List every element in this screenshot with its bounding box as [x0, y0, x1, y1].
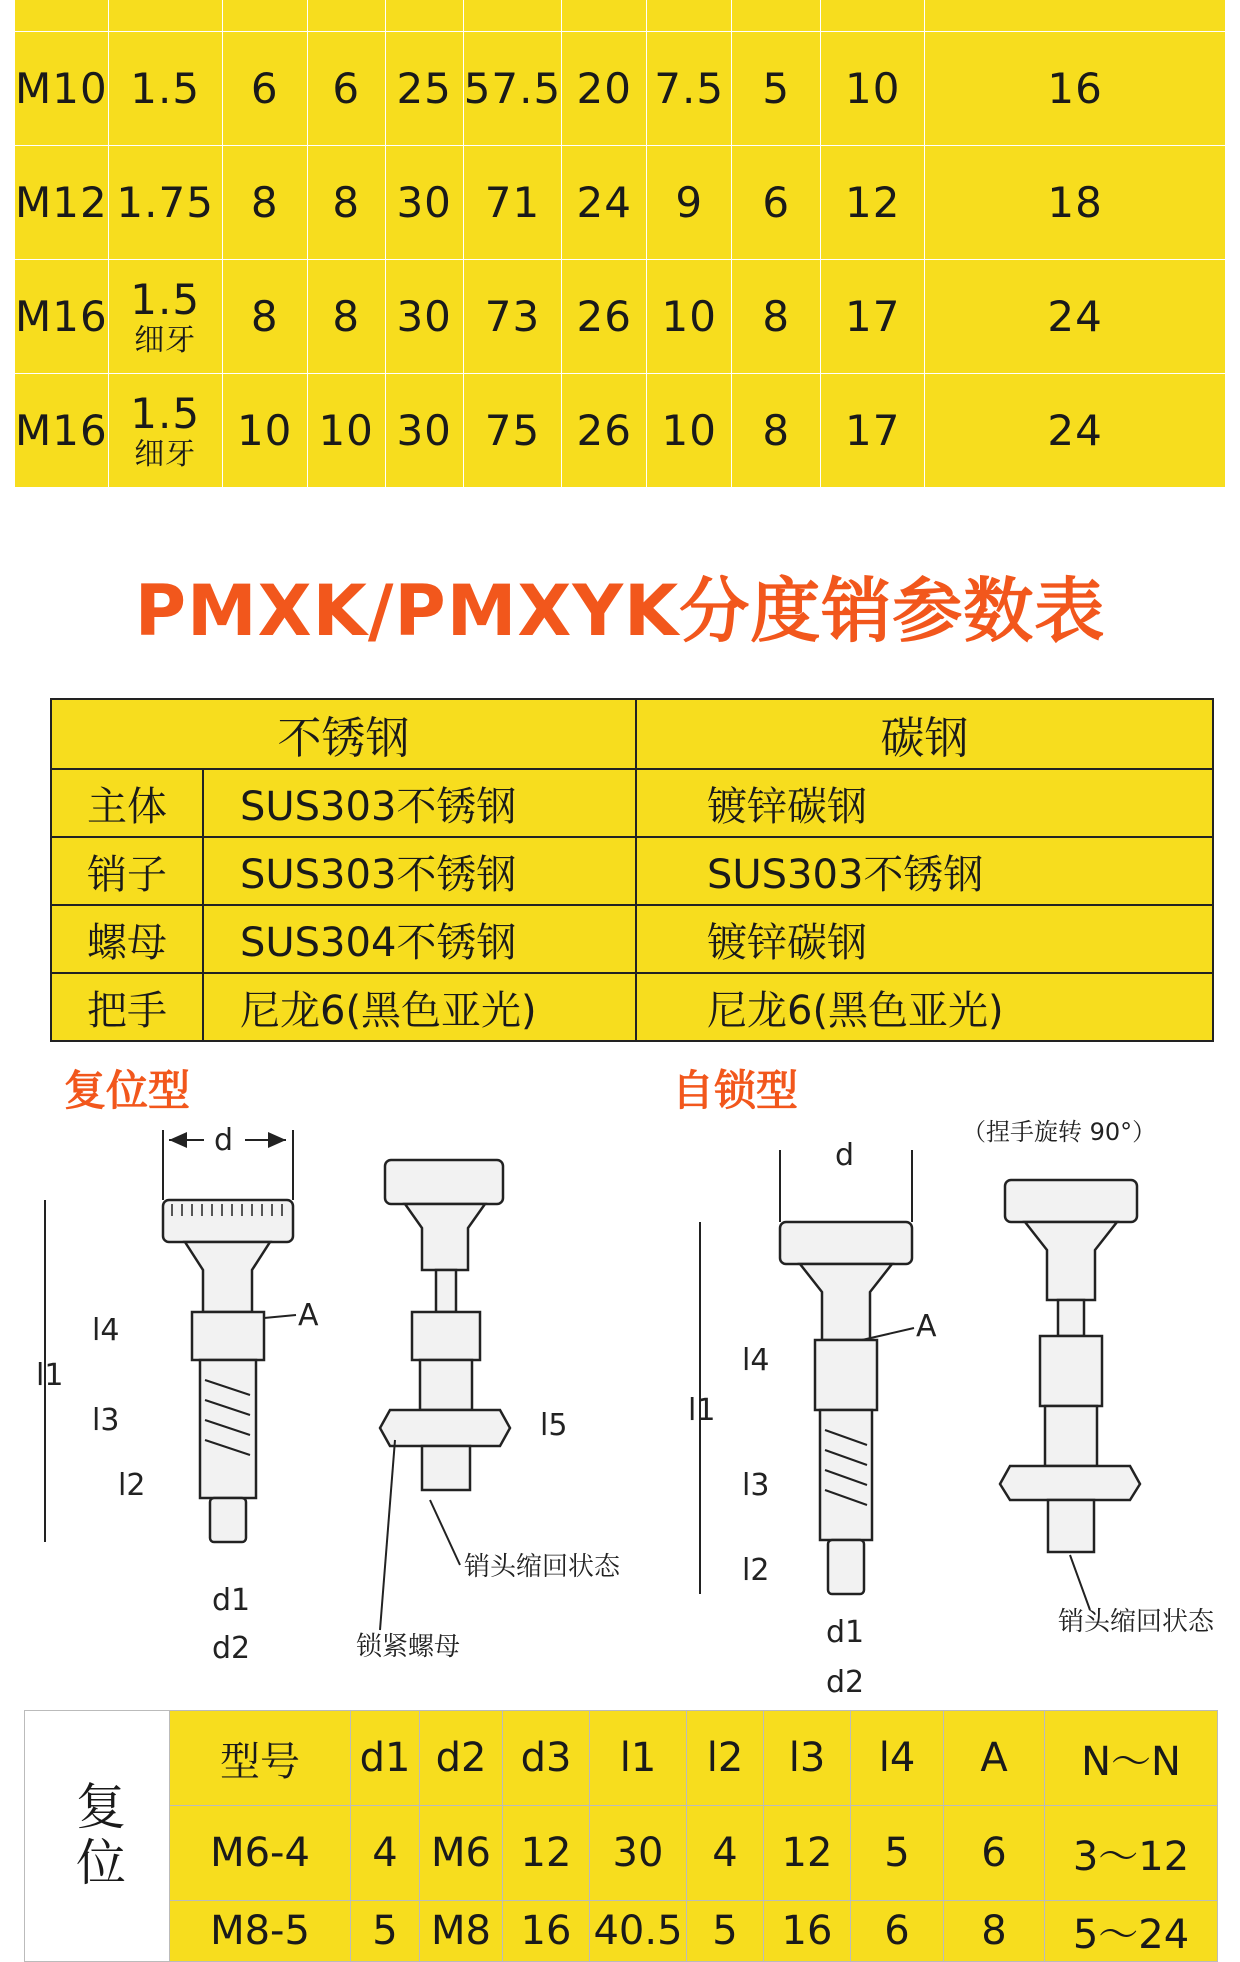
self-lock-pin-drawing [780, 1222, 912, 1594]
label-a: A [916, 1309, 937, 1344]
table-row: M8-5 5 M8 16 40.5 5 16 6 8 5〜24 [25, 1901, 1218, 1962]
label-l1: l1 [688, 1393, 716, 1428]
label-a: A [298, 1298, 319, 1333]
label-l2: l2 [118, 1468, 146, 1503]
label-l4: l4 [92, 1313, 120, 1348]
header-stainless: 不锈钢 [51, 699, 636, 769]
material-row: 主体 SUS303不锈钢 镀锌碳钢 [51, 769, 1213, 837]
self-lock-type-label: 自锁型 [672, 1066, 799, 1115]
rotate-note: （捏手旋转 90°） [962, 1118, 1157, 1146]
material-table [50, 698, 1214, 1042]
material-row: 销子 SUS303不锈钢 SUS303不锈钢 [51, 837, 1213, 905]
label-l5: l5 [540, 1408, 568, 1443]
reset-type-label: 复位型 [64, 1066, 191, 1115]
retracted-label: 销头缩回状态 [1058, 1607, 1215, 1637]
label-l1: l1 [36, 1358, 64, 1393]
label-d2: d2 [212, 1631, 251, 1666]
label-l3: l3 [742, 1468, 770, 1503]
spec-header-row: 复位 型号 d1 d2 d3 l1 l2 l3 l4 A N〜N [25, 1711, 1218, 1806]
self-lock-pin-rotated-drawing [1000, 1180, 1140, 1552]
retracted-label: 销头缩回状态 [464, 1552, 621, 1582]
material-header-row [51, 699, 1213, 769]
reset-pin-drawing [163, 1200, 293, 1542]
label-d2: d2 [826, 1665, 865, 1700]
table-row: M12 1.75 8 8 30 71 24 9 6 12 18 [15, 146, 1226, 260]
label-d1: d1 [212, 1583, 251, 1618]
label-l4: l4 [742, 1343, 770, 1378]
label-l3: l3 [92, 1403, 120, 1438]
table-row: M10 1.5 6 6 25 57.5 20 7.5 5 10 16 [15, 32, 1226, 146]
label-l2: l2 [742, 1553, 770, 1588]
table-header-row [15, 0, 1226, 32]
side-label: 复位 [25, 1711, 170, 1962]
material-row: 螺母 SUS304不锈钢 镀锌碳钢 [51, 905, 1213, 973]
table-row: M16 1.5 细牙 10 10 30 75 26 10 8 17 24 [15, 374, 1226, 488]
table-row: M6-4 4 M6 12 30 4 12 5 6 3〜12 [25, 1806, 1218, 1901]
material-row: 把手 尼龙6(黑色亚光) 尼龙6(黑色亚光) [51, 973, 1213, 1041]
label-d1: d1 [826, 1615, 865, 1650]
reset-pin-retracted-drawing [380, 1160, 510, 1490]
header-carbon: 碳钢 [636, 699, 1213, 769]
label-d: d [214, 1123, 234, 1158]
technical-drawing [0, 1040, 1240, 1700]
lock-nut-label: 锁紧螺母 [356, 1632, 461, 1662]
table-row: M16 1.5 细牙 8 8 30 73 26 10 8 17 24 [15, 260, 1226, 374]
page-title: PMXK/PMXYK分度销参数表 [134, 570, 1106, 652]
dimension-table [14, 0, 1226, 488]
spec-table [24, 1710, 1218, 1962]
label-d: d [835, 1138, 855, 1173]
